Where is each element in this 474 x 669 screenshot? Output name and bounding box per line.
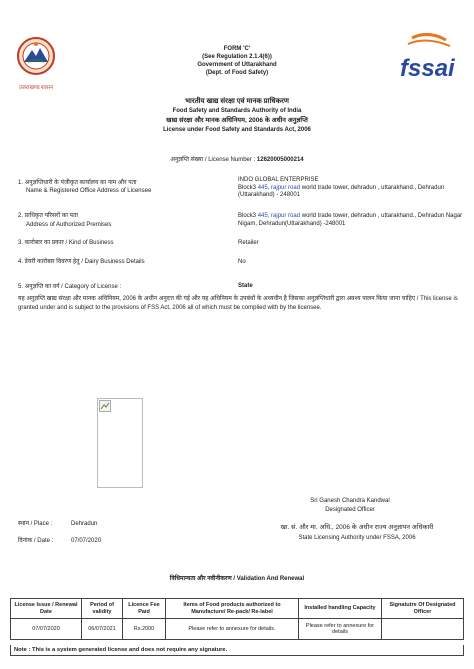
table-header: Signatutre Of Designated Officer xyxy=(382,599,464,619)
emblem-icon xyxy=(14,34,58,82)
declaration-hi: यह अनुज्ञप्ति खाद्य संरक्षा और मानक अधिनियम, 2006 के अधीन अनुदत्त की गई और यह अधिनियम के उपबंधों के अध्यधीन है जिसका अनुज्ञप्तिधारी द्वारा अवश्य पालन किया जाना चाहिए / xyxy=(18,296,419,302)
signatory-en-line: State Licensing Authority under FSSA, 2006 xyxy=(298,535,416,541)
date-label: दिनांक / Date : xyxy=(18,538,54,544)
department: (Dept. of Food Safety) xyxy=(205,70,269,76)
premises-address: Block3 445, rajpur road world trade tower, dehradun , uttarakhand., Dehradun Nagar Nigam, Dehradun(Uttarakhand) -248001 xyxy=(238,213,463,227)
validation-table xyxy=(10,598,464,640)
government: Government of Uttarakhand xyxy=(197,62,277,68)
place-value: Dehradun xyxy=(71,521,98,527)
photo-placeholder xyxy=(97,398,143,488)
license-number: 12620005000214 xyxy=(256,157,304,163)
field-1-value xyxy=(238,177,464,200)
system-note: Note : This is a system generated license and does not require any signature. xyxy=(10,645,464,656)
field-4-label: 4. डेयरी कारोबार विवरण हेतु / Dairy Business Details xyxy=(18,259,145,265)
license-number-label: अनुज्ञप्ति संख्या / License Number : xyxy=(170,157,256,163)
field-2-label-en: Address of Authorized Premises xyxy=(26,222,112,228)
field-5-label: 5. अनुज्ञप्ति का वर्ग / Category of License : xyxy=(18,284,122,290)
regulation: (See Regulation 2.1.4(6)) xyxy=(202,54,272,60)
field-1-label-en: Name & Registered Office Address of Licensee xyxy=(26,188,152,194)
dairy-business: No xyxy=(238,259,246,265)
table-header: Items of Food products authorized to Manufacture/ Re-pack/ Re-label xyxy=(166,599,299,619)
license-number-line xyxy=(120,157,354,165)
table-header: Period of validity xyxy=(82,599,123,619)
hindi-authority: भारतीय खाद्य संरक्षा एवं मानक प्राधिकरण xyxy=(185,98,289,105)
fssai-wordmark: fssai xyxy=(400,55,455,82)
table-header: Licence Fee Paid xyxy=(123,599,166,619)
kind-of-business: Retailer xyxy=(238,240,259,246)
licensee-name: INDO GLOBAL ENTERPRISE xyxy=(238,177,319,183)
table-header: Installed handling Capacity xyxy=(299,599,382,619)
form-title: FORM 'C' xyxy=(223,46,251,52)
hindi-license-under: खाद्य संरक्षा और मानक अधिनियम, 2006 के अधीन अनुज्ञप्ति xyxy=(166,117,308,124)
fssai-logo xyxy=(396,30,460,94)
fssai-logo-icon xyxy=(396,30,460,94)
signatory-designation: Designated Officer xyxy=(325,507,375,513)
issue-date-cell: 07/07/2020 xyxy=(11,619,82,640)
declaration-en: This license is granted under and is subject to the provisions of FSS Act, 2006 all of which must be complied with by the licensee. xyxy=(18,296,458,311)
emblem-caption: उत्तराखण्ड शासन xyxy=(18,85,53,91)
license-under: License under Food Safety and Standards Act, 2006 xyxy=(163,127,311,133)
signatory-hindi-line: खा. सं. और मा. अधि., 2006 के अधीन राज्य अनुज्ञापन अधिकारी xyxy=(280,524,434,531)
fee-cell: Rs.2000 xyxy=(123,619,166,640)
field-3-label: 3. कारोबार का प्रकार / Kind of Business xyxy=(18,240,114,246)
items-cell: Please refer to annexure for details. xyxy=(166,619,299,640)
date-value: 07/07/2020 xyxy=(71,538,102,544)
field-2-label-hi: 2. प्राधिकृत परिसरों का पता xyxy=(18,213,78,219)
table-row xyxy=(11,619,464,640)
field-1-label-hi: 1. अनुज्ञप्तिधारी के पंजीकृत कार्यालय का नाम और पता xyxy=(18,180,137,186)
validity-cell: 06/07/2021 xyxy=(82,619,123,640)
uttarakhand-emblem xyxy=(14,34,58,92)
capacity-cell: Please refer to annexure for details xyxy=(299,619,382,640)
signature-cell xyxy=(382,619,464,640)
licensee-address: Block3 445, rajpur road world trade tower, dehradun , uttarakhand., Dehradun (Uttarakhand) - 248001 xyxy=(238,184,445,198)
broken-image-icon xyxy=(99,400,111,412)
license-category: State xyxy=(238,283,253,289)
signatory-name: Sri Ganesh Chandra Kandwal xyxy=(310,498,390,504)
authority-name: Food Safety and Standards Authority of India xyxy=(172,108,302,114)
table-header-row xyxy=(11,599,464,619)
place-label: स्थान / Place : xyxy=(18,521,53,527)
declaration xyxy=(18,295,464,312)
table-header: License Issue / Renewal Date xyxy=(11,599,82,619)
validation-renewal-title: विधिमान्यता और नवीनीकरण / Validation And Renewal xyxy=(169,576,305,582)
